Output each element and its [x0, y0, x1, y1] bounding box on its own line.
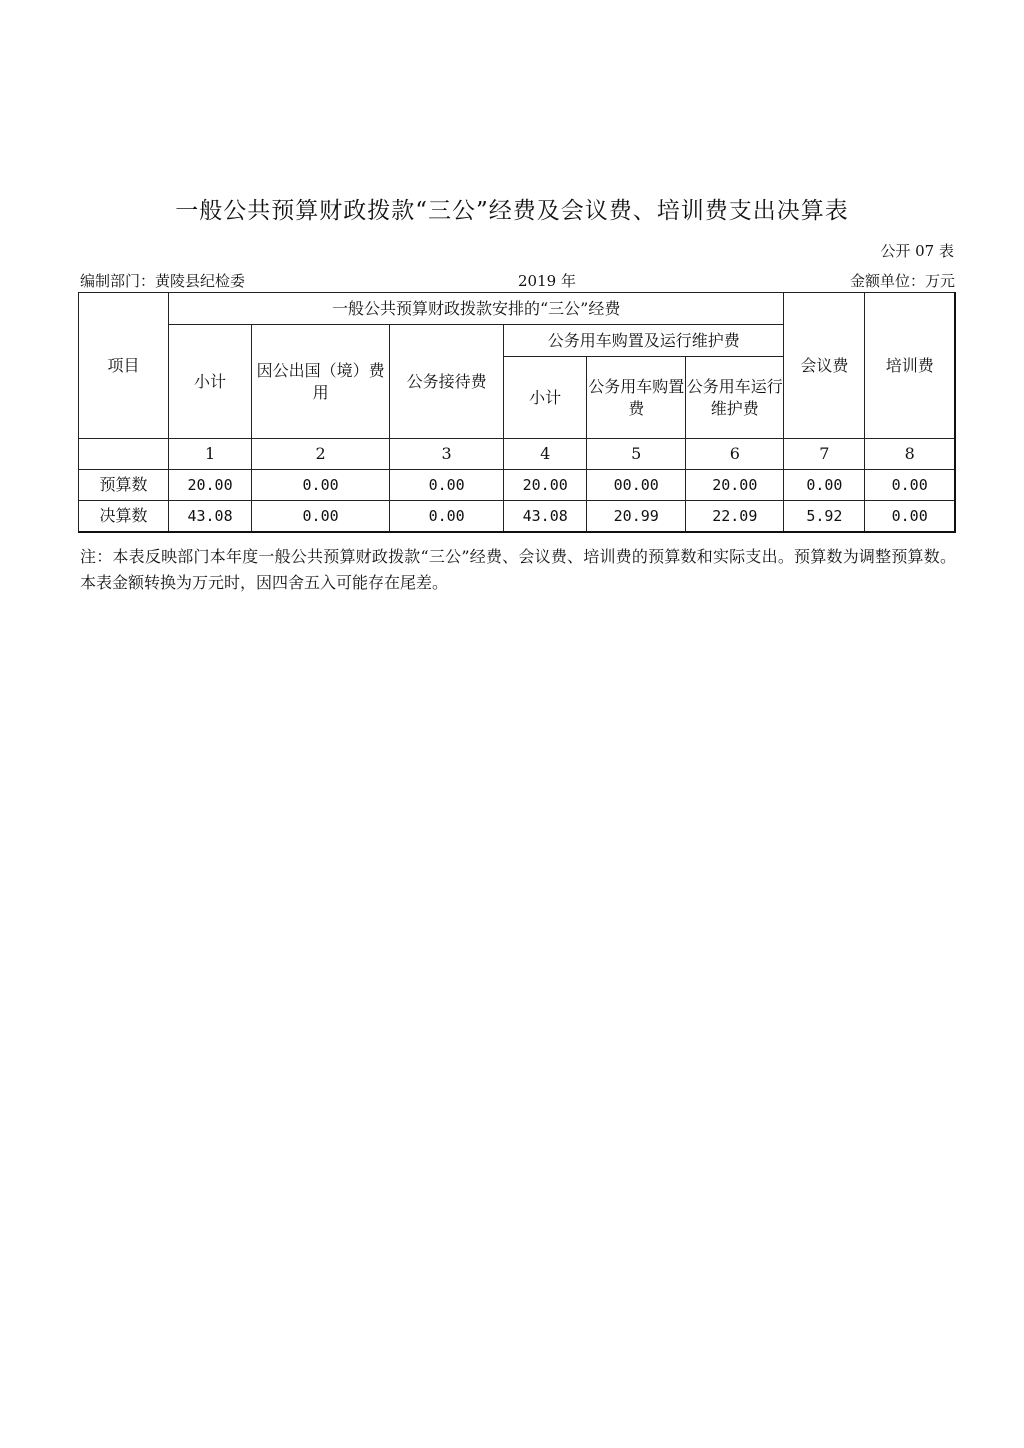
- header-reception: 公务接待费: [390, 325, 504, 439]
- unit-label: 金额单位：万元: [849, 272, 955, 290]
- header-training: 培训费: [865, 293, 955, 439]
- header-vehicle-group: 公务用车购置及运行维护费: [504, 325, 784, 357]
- expenditure-table: [78, 292, 956, 533]
- year-label: 2019 年: [518, 272, 576, 290]
- table-cell: 0.00: [865, 501, 955, 532]
- column-number: 5: [587, 439, 686, 470]
- table-cell: 0.00: [252, 470, 390, 501]
- table-cell: 20.00: [504, 470, 587, 501]
- header-abroad: 因公出国（境）费用: [252, 325, 390, 439]
- table-cell: 0.00: [252, 501, 390, 532]
- table-cell: 0.00: [390, 470, 504, 501]
- header-item: 项目: [79, 293, 169, 439]
- header-vehicle-maintenance: 公务用车运行维护费: [686, 357, 784, 439]
- table-cell: 43.08: [504, 501, 587, 532]
- table-cell: 20.00: [169, 470, 252, 501]
- column-number: 2: [252, 439, 390, 470]
- column-number: 3: [390, 439, 504, 470]
- row-label-final: 决算数: [79, 501, 169, 532]
- table-cell: 0.00: [784, 470, 865, 501]
- footnote: 注：本表反映部门本年度一般公共预算财政拨款“三公”经费、会议费、培训费的预算数和实际支出。预算数为调整预算数。本表金额转换为万元时，因四舍五入可能存在尾差。: [80, 547, 956, 592]
- table-code: 公开 07 表: [880, 242, 954, 260]
- table-row: [79, 501, 956, 532]
- header-blank-cell: [79, 439, 169, 470]
- table-cell: 00.00: [587, 470, 686, 501]
- column-number: 7: [784, 439, 865, 470]
- table-cell: 43.08: [169, 501, 252, 532]
- table-cell: 5.92: [784, 501, 865, 532]
- column-number: 8: [865, 439, 955, 470]
- column-number: 1: [169, 439, 252, 470]
- header-meeting: 会议费: [784, 293, 865, 439]
- column-number: 6: [686, 439, 784, 470]
- table-cell: 20.00: [686, 470, 784, 501]
- header-subtotal: 小计: [169, 325, 252, 439]
- meta-row: [80, 270, 955, 290]
- row-label-budget: 预算数: [79, 470, 169, 501]
- header-vehicle-subtotal: 小计: [504, 357, 587, 439]
- table-cell: 20.99: [587, 501, 686, 532]
- table-cell: 22.09: [686, 501, 784, 532]
- table-cell: 0.00: [865, 470, 955, 501]
- header-vehicle-purchase: 公务用车购置费: [587, 357, 686, 439]
- table-cell: 0.00: [390, 501, 504, 532]
- column-number: 4: [504, 439, 587, 470]
- department-label: 编制部门：黄陵县纪检委: [80, 272, 246, 290]
- table-row: [79, 470, 956, 501]
- header-three-public-group: 一般公共预算财政拨款安排的“三公”经费: [169, 293, 784, 325]
- page-title: 一般公共预算财政拨款“三公”经费及会议费、培训费支出决算表: [175, 198, 849, 224]
